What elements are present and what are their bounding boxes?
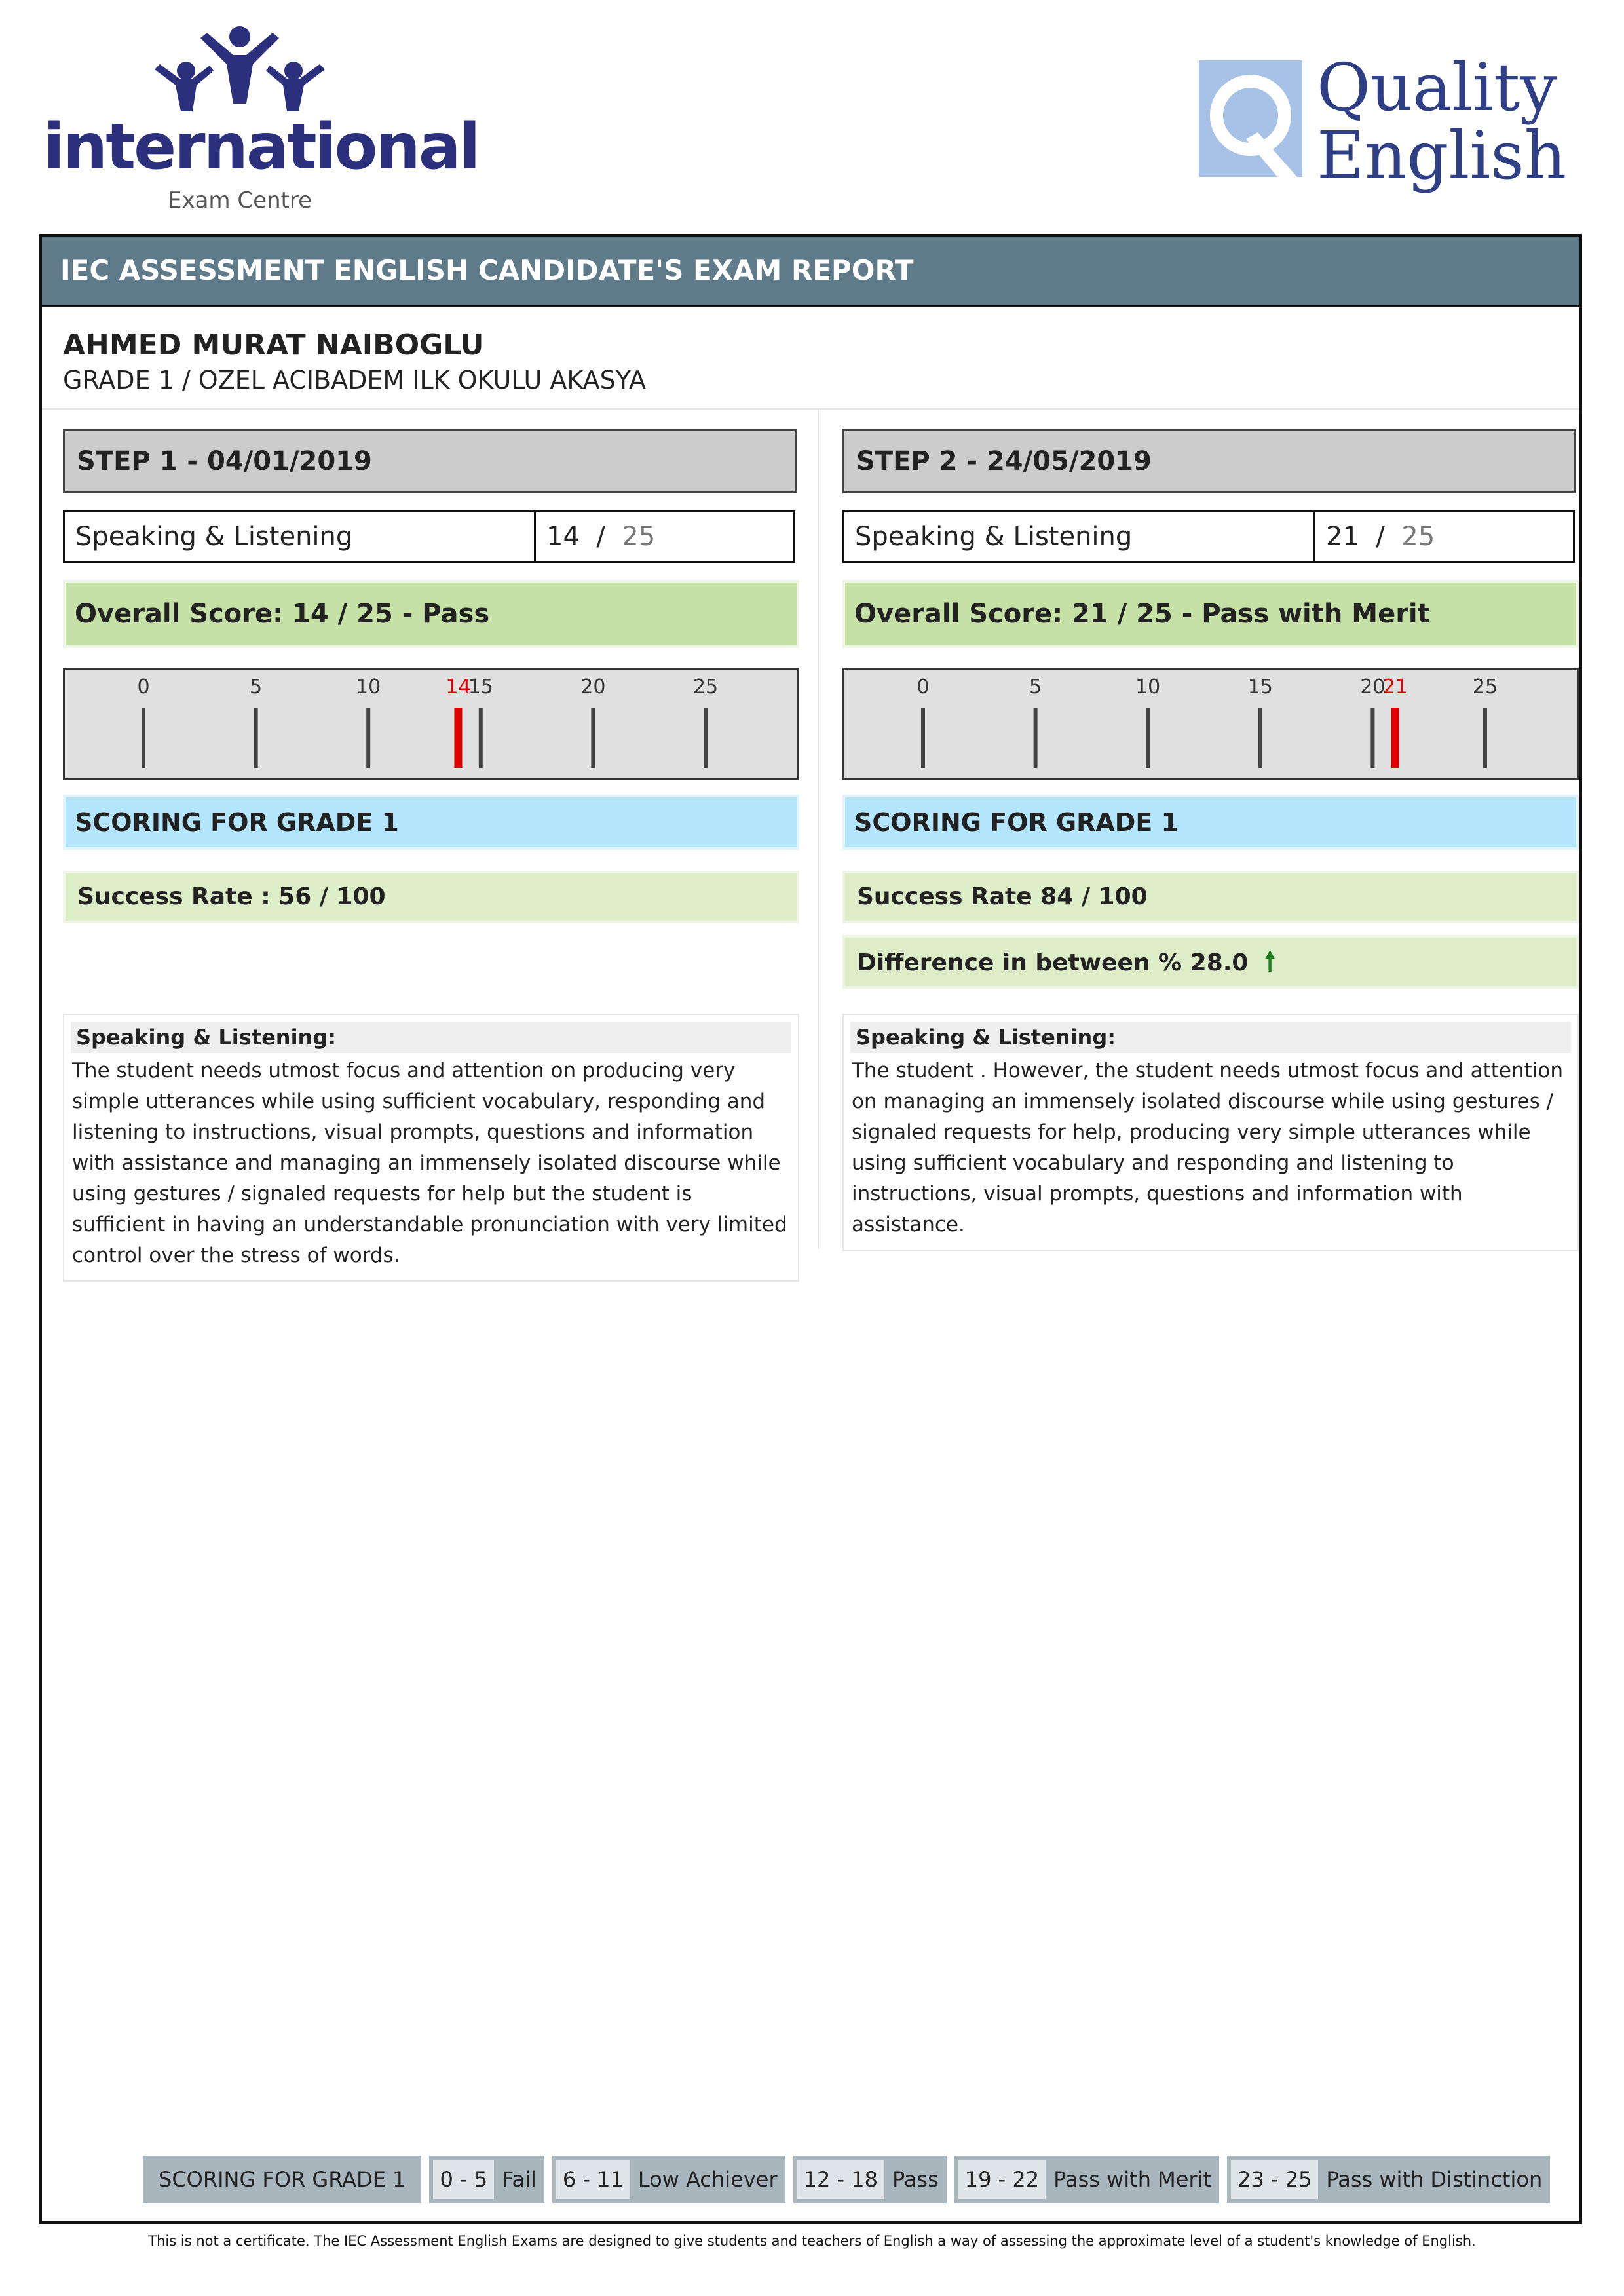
qe-logo-line1: Quality: [1317, 49, 1557, 126]
skill-score: [536, 512, 655, 561]
step-2-score-row: [842, 510, 1575, 563]
description-text: The student needs utmost focus and attention on producing very simple utterances while using sufficient vocabulary, responding and listening to instructions, visual prompts, questions and information with assistance and managing an immensely isolated discourse while using gestures / signaled requests for help but the student is sufficient in having an understandable pronunciation with very limited control over the stress of words.: [72, 1059, 787, 1267]
difference-text: Difference in between % 28.0: [857, 949, 1249, 976]
legend-range: 0 - 5: [433, 2160, 494, 2199]
tick-label: 0: [916, 676, 930, 698]
description-title: Speaking & Listening:: [71, 1022, 791, 1053]
tick-label: 20: [580, 676, 606, 698]
tick-label: 25: [692, 676, 719, 698]
description-title: Speaking & Listening:: [850, 1022, 1571, 1053]
report-frame: [39, 234, 1582, 2224]
legend-band: [1227, 2156, 1550, 2203]
legend-name: Pass with Merit: [1053, 2167, 1212, 2192]
description-text: The student . However, the student needs utmost focus and attention on managing an immensely isolated discourse while using gestures / signaled requests for help, producing very simple utterances while using sufficient vocabulary and responding and listening to instructions, visual prompts, questions and information with assistance.: [852, 1059, 1563, 1236]
skill-label: Speaking & Listening: [844, 512, 1315, 561]
scoring-legend: [143, 2156, 1550, 2203]
tick-label: 10: [1135, 676, 1161, 698]
people-icon: [155, 25, 325, 117]
step-2-description: [842, 1014, 1579, 1251]
score-max: 25: [1401, 522, 1435, 552]
candidate-info: [63, 328, 646, 394]
quality-english-logo: [1199, 49, 1567, 194]
score-value: 21: [1326, 522, 1359, 552]
skill-score: [1315, 512, 1435, 561]
step-2-grade-band: SCORING FOR GRADE 1: [842, 795, 1579, 850]
legend-band: [552, 2156, 785, 2203]
legend-name: Pass with Distinction: [1326, 2167, 1543, 2192]
legend-range: 19 - 22: [958, 2160, 1046, 2199]
legend-range: 23 - 25: [1231, 2160, 1318, 2199]
divider: [42, 408, 1579, 410]
step-2-overall-score: Overall Score: 21 / 25 - Pass with Merit: [842, 580, 1579, 648]
step-1-heading: STEP 1 - 04/01/2019: [63, 429, 797, 493]
score-scale-chart: [65, 670, 797, 778]
tick-label: 0: [137, 676, 150, 698]
score-scale-chart: [844, 670, 1577, 778]
tick-label: 10: [356, 676, 381, 698]
tick-label: 5: [1029, 676, 1042, 698]
q-logo-icon: [1199, 60, 1302, 177]
legend-band: [954, 2156, 1219, 2203]
legend-band: [429, 2156, 544, 2203]
legend-band: [793, 2156, 947, 2203]
footnote: This is not a certificate. The IEC Assessment English Exams are designed to give students and teachers of English a way of assessing the approximate level of a student's knowledge of English.: [148, 2233, 1476, 2249]
score-slash: /: [596, 522, 605, 552]
report-title: IEC ASSESSMENT ENGLISH CANDIDATE'S EXAM REPORT: [42, 237, 1579, 307]
score-marker-label: 21: [1382, 676, 1408, 698]
iec-logo-wordmark: international: [43, 110, 479, 183]
legend-range: 6 - 11: [556, 2160, 630, 2199]
step-1-score-scale: [63, 668, 799, 780]
step-2-score-scale: [842, 668, 1579, 780]
step-1-description: [63, 1014, 799, 1282]
step-1-grade-band: SCORING FOR GRADE 1: [63, 795, 799, 850]
iec-logo: [43, 25, 479, 214]
tick-label: 5: [250, 676, 263, 698]
score-marker-label: 14: [445, 676, 471, 698]
score-max: 25: [622, 522, 656, 552]
score-value: 14: [546, 522, 580, 552]
step-1-overall-score: Overall Score: 14 / 25 - Pass: [63, 580, 799, 648]
legend-name: Pass: [892, 2167, 939, 2192]
step-1-score-row: [63, 510, 795, 563]
candidate-school: GRADE 1 / OZEL ACIBADEM ILK OKULU AKASYA: [63, 366, 647, 394]
step-2-success-rate: Success Rate 84 / 100: [842, 871, 1579, 923]
tick-label: 25: [1472, 676, 1498, 698]
qe-logo-line2: English: [1317, 117, 1567, 194]
legend-label: SCORING FOR GRADE 1: [143, 2156, 421, 2203]
column-divider: [818, 410, 819, 1249]
score-slash: /: [1376, 522, 1385, 552]
legend-name: Low Achiever: [637, 2167, 778, 2192]
tick-label: 15: [468, 676, 493, 698]
skill-label: Speaking & Listening: [65, 512, 536, 561]
step-1-success-rate: Success Rate : 56 / 100: [63, 871, 799, 923]
tick-label: 15: [1247, 676, 1273, 698]
iec-logo-subtitle: Exam Centre: [167, 187, 312, 214]
candidate-name: AHMED MURAT NAIBOGLU: [63, 328, 484, 362]
step-2-heading: STEP 2 - 24/05/2019: [842, 429, 1576, 493]
step-2-difference: [842, 935, 1579, 989]
arrow-up-icon: 🠕: [1264, 947, 1276, 977]
tick-label: 20: [1360, 676, 1386, 698]
legend-range: 12 - 18: [797, 2160, 884, 2199]
legend-name: Fail: [502, 2167, 537, 2192]
